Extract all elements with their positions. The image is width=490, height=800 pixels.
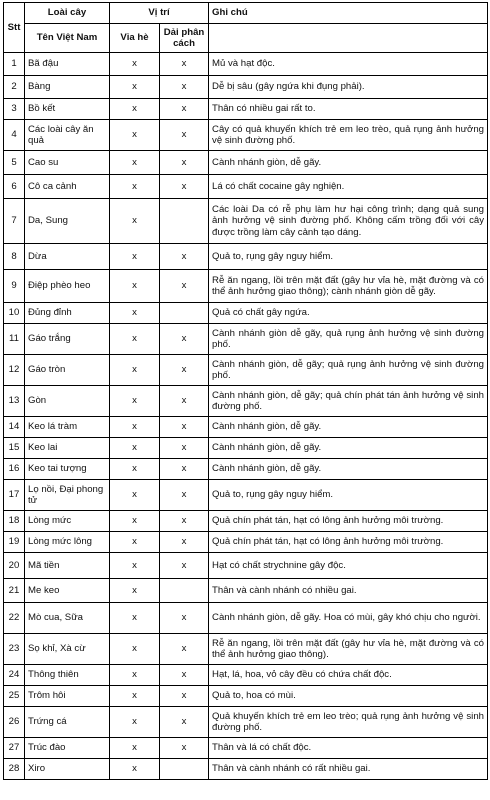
row-tree-name: Cao su (25, 151, 110, 175)
row-via-he: x (110, 603, 160, 634)
row-note: Thân và cành nhánh có nhiều gai. (209, 579, 488, 603)
row-tree-name: Da, Sung (25, 199, 110, 244)
row-stt: 20 (4, 553, 25, 579)
row-note: Cành nhánh giòn, dễ gãy. Hoa có mùi, gây khó chịu cho người. (209, 603, 488, 634)
row-tree-name: Trôm hôi (25, 686, 110, 707)
row-stt: 10 (4, 303, 25, 324)
row-note: Cây có quả khuyến khích trẻ em leo trèo, quả rụng ảnh hưởng vệ sinh đường phố. (209, 120, 488, 151)
row-via-he: x (110, 199, 160, 244)
table-row (4, 459, 488, 480)
row-tree-name: Lòng mức (25, 511, 110, 532)
table-row (4, 355, 488, 386)
row-tree-name: Điệp phèo heo (25, 270, 110, 303)
row-stt: 22 (4, 603, 25, 634)
row-note: Quả to, hoa có mùi. (209, 686, 488, 707)
row-note: Cành nhánh giòn, dễ gãy; quả chín phát tán ảnh hưởng vệ sinh đường phố. (209, 386, 488, 417)
row-via-he: x (110, 53, 160, 76)
row-tree-name: Gáo tròn (25, 355, 110, 386)
table-row (4, 738, 488, 759)
row-via-he: x (110, 151, 160, 175)
row-dai-phan-cach (160, 759, 209, 780)
table-row (4, 120, 488, 151)
row-note: Hạt có chất strychnine gây độc. (209, 553, 488, 579)
table-row (4, 53, 488, 76)
table-row (4, 324, 488, 355)
row-note: Mủ và hạt độc. (209, 53, 488, 76)
row-dai-phan-cach (160, 303, 209, 324)
row-note: Hạt, lá, hoa, vỏ cây đều có chứa chất độc. (209, 665, 488, 686)
row-via-he: x (110, 99, 160, 120)
row-stt: 28 (4, 759, 25, 780)
row-dai-phan-cach (160, 199, 209, 244)
row-via-he: x (110, 459, 160, 480)
restricted-trees-table (3, 2, 488, 780)
row-tree-name: Gáo trắng (25, 324, 110, 355)
row-note: Rễ ăn ngang, lồi trên mặt đất (gây hư vỉa hè, mặt đường và có thể ảnh hưởng giao thông); cành nhánh giòn dễ gãy. (209, 270, 488, 303)
row-dai-phan-cach (160, 579, 209, 603)
row-note: Quả chín phát tán, hạt có lông ảnh hưởng môi trường. (209, 532, 488, 553)
row-note: Lá có chất cocaine gây nghiện. (209, 175, 488, 199)
row-via-he: x (110, 759, 160, 780)
row-note: Cành nhánh giòn dễ gãy, quả rụng ảnh hưởng vệ sinh đường phố. (209, 324, 488, 355)
row-stt: 8 (4, 244, 25, 270)
row-tree-name: Lòng mức lông (25, 532, 110, 553)
row-note: Cành nhánh giòn, dễ gãy; quả rụng ảnh hưởng vệ sinh đường phố. (209, 355, 488, 386)
row-dai-phan-cach: x (160, 532, 209, 553)
header-stt: Stt (4, 3, 25, 53)
row-dai-phan-cach: x (160, 634, 209, 665)
row-dai-phan-cach: x (160, 270, 209, 303)
table-row (4, 270, 488, 303)
row-via-he: x (110, 270, 160, 303)
row-dai-phan-cach: x (160, 480, 209, 511)
row-tree-name: Mã tiền (25, 553, 110, 579)
row-dai-phan-cach: x (160, 355, 209, 386)
row-via-he: x (110, 120, 160, 151)
row-tree-name: Mò cua, Sữa (25, 603, 110, 634)
row-tree-name: Gòn (25, 386, 110, 417)
row-dai-phan-cach: x (160, 120, 209, 151)
row-tree-name: Xiro (25, 759, 110, 780)
row-dai-phan-cach: x (160, 438, 209, 459)
row-via-he: x (110, 553, 160, 579)
table-row (4, 532, 488, 553)
table-row (4, 438, 488, 459)
row-stt: 23 (4, 634, 25, 665)
table-row (4, 665, 488, 686)
header-ghi-chu-blank (209, 24, 488, 53)
table-row (4, 579, 488, 603)
row-tree-name: Sọ khỉ, Xà cừ (25, 634, 110, 665)
row-dai-phan-cach: x (160, 324, 209, 355)
row-dai-phan-cach: x (160, 386, 209, 417)
row-via-he: x (110, 579, 160, 603)
row-dai-phan-cach: x (160, 707, 209, 738)
row-dai-phan-cach: x (160, 417, 209, 438)
header-ghi-chu: Ghi chú (209, 3, 488, 24)
row-tree-name: Dừa (25, 244, 110, 270)
row-tree-name: Cô ca cảnh (25, 175, 110, 199)
row-dai-phan-cach: x (160, 76, 209, 99)
row-stt: 1 (4, 53, 25, 76)
row-stt: 16 (4, 459, 25, 480)
row-tree-name: Đủng đỉnh (25, 303, 110, 324)
table-row (4, 151, 488, 175)
row-note: Cành nhánh giòn, dễ gãy. (209, 151, 488, 175)
row-note: Thân có nhiều gai rất to. (209, 99, 488, 120)
row-via-he: x (110, 532, 160, 553)
header-dai-phan-cach: Dải phân cách (160, 24, 209, 53)
row-stt: 3 (4, 99, 25, 120)
table-header (4, 3, 488, 53)
row-via-he: x (110, 244, 160, 270)
row-via-he: x (110, 511, 160, 532)
row-via-he: x (110, 438, 160, 459)
row-stt: 14 (4, 417, 25, 438)
row-via-he: x (110, 634, 160, 665)
row-stt: 15 (4, 438, 25, 459)
row-stt: 9 (4, 270, 25, 303)
row-note: Thân và cành nhánh có rất nhiều gai. (209, 759, 488, 780)
table-row (4, 553, 488, 579)
table-row (4, 759, 488, 780)
row-dai-phan-cach: x (160, 511, 209, 532)
row-note: Cành nhánh giòn, dễ gãy. (209, 459, 488, 480)
table-body (4, 53, 488, 780)
row-note: Dễ bị sâu (gây ngứa khi đụng phải). (209, 76, 488, 99)
table-row (4, 244, 488, 270)
row-tree-name: Keo lai (25, 438, 110, 459)
row-stt: 2 (4, 76, 25, 99)
row-via-he: x (110, 324, 160, 355)
row-tree-name: Keo tai tượng (25, 459, 110, 480)
row-note: Rễ ăn ngang, lồi trên mặt đất (gây hư vỉa hè, mặt đường và có thể ảnh hưởng giao thông). (209, 634, 488, 665)
row-note: Quả to, rụng gây nguy hiểm. (209, 480, 488, 511)
row-dai-phan-cach: x (160, 553, 209, 579)
row-dai-phan-cach: x (160, 686, 209, 707)
row-note: Quả khuyến khích trẻ em leo trèo; quả rụng ảnh hưởng vệ sinh đường phố. (209, 707, 488, 738)
row-note: Các loài Da có rễ phụ làm hư hại công trình; dạng quả sung ảnh hưởng vệ sinh đường phố. Không cấm trồng đối với cây được trồng làm cây cảnh tạo dáng. (209, 199, 488, 244)
row-stt: 12 (4, 355, 25, 386)
row-tree-name: Bàng (25, 76, 110, 99)
row-tree-name: Thông thiên (25, 665, 110, 686)
header-loai-cay: Loài cây (25, 3, 110, 24)
table-row (4, 480, 488, 511)
row-via-he: x (110, 303, 160, 324)
row-dai-phan-cach: x (160, 99, 209, 120)
table-row (4, 417, 488, 438)
table-row (4, 511, 488, 532)
row-via-he: x (110, 665, 160, 686)
row-via-he: x (110, 175, 160, 199)
table-row (4, 175, 488, 199)
row-tree-name: Keo lá tràm (25, 417, 110, 438)
row-tree-name: Lọ nồi, Đại phong tử (25, 480, 110, 511)
row-stt: 6 (4, 175, 25, 199)
row-stt: 4 (4, 120, 25, 151)
row-via-he: x (110, 76, 160, 99)
row-via-he: x (110, 738, 160, 759)
row-tree-name: Bồ kết (25, 99, 110, 120)
header-via-he: Vỉa hè (110, 24, 160, 53)
table-row (4, 634, 488, 665)
row-stt: 13 (4, 386, 25, 417)
row-stt: 5 (4, 151, 25, 175)
row-tree-name: Các loài cây ăn quả (25, 120, 110, 151)
row-tree-name: Trúc đào (25, 738, 110, 759)
table-row (4, 603, 488, 634)
row-stt: 17 (4, 480, 25, 511)
row-tree-name: Bã đậu (25, 53, 110, 76)
table-row (4, 686, 488, 707)
table-row (4, 707, 488, 738)
row-stt: 21 (4, 579, 25, 603)
row-dai-phan-cach: x (160, 459, 209, 480)
row-note: Thân và lá có chất độc. (209, 738, 488, 759)
row-via-he: x (110, 386, 160, 417)
row-stt: 19 (4, 532, 25, 553)
row-dai-phan-cach: x (160, 603, 209, 634)
row-stt: 27 (4, 738, 25, 759)
row-dai-phan-cach: x (160, 738, 209, 759)
row-via-he: x (110, 417, 160, 438)
row-note: Quả có chất gây ngứa. (209, 303, 488, 324)
row-stt: 11 (4, 324, 25, 355)
row-dai-phan-cach: x (160, 175, 209, 199)
table-row (4, 386, 488, 417)
header-ten-viet-nam: Tên Việt Nam (25, 24, 110, 53)
header-vi-tri: Vị trí (110, 3, 209, 24)
table-row (4, 76, 488, 99)
table-row (4, 303, 488, 324)
row-via-he: x (110, 480, 160, 511)
row-dai-phan-cach: x (160, 665, 209, 686)
row-stt: 7 (4, 199, 25, 244)
row-tree-name: Me keo (25, 579, 110, 603)
row-via-he: x (110, 355, 160, 386)
row-note: Cành nhánh giòn, dễ gãy. (209, 438, 488, 459)
table-row (4, 99, 488, 120)
table-row (4, 199, 488, 244)
row-via-he: x (110, 707, 160, 738)
row-note: Quả to, rụng gây nguy hiểm. (209, 244, 488, 270)
row-stt: 26 (4, 707, 25, 738)
row-note: Quả chín phát tán, hạt có lông ảnh hưởng môi trường. (209, 511, 488, 532)
row-tree-name: Trứng cá (25, 707, 110, 738)
row-via-he: x (110, 686, 160, 707)
row-stt: 25 (4, 686, 25, 707)
row-stt: 24 (4, 665, 25, 686)
row-stt: 18 (4, 511, 25, 532)
row-dai-phan-cach: x (160, 53, 209, 76)
row-dai-phan-cach: x (160, 244, 209, 270)
row-dai-phan-cach: x (160, 151, 209, 175)
row-note: Cành nhánh giòn, dễ gãy. (209, 417, 488, 438)
